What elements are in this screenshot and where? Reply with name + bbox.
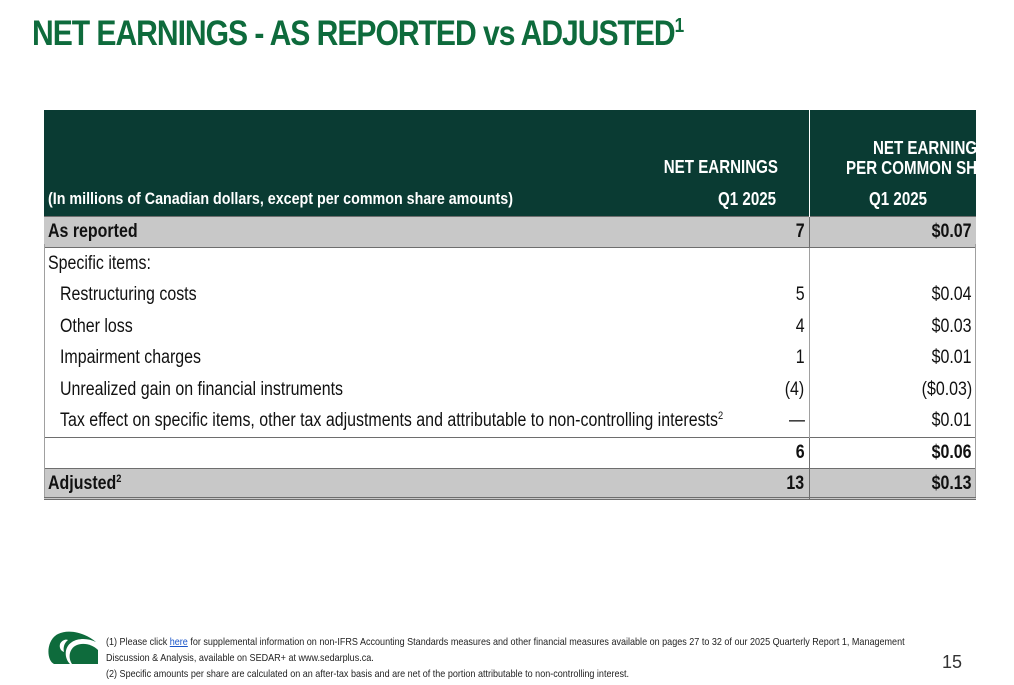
item-label: Unrealized gain on financial instruments xyxy=(60,378,344,400)
col3-period-label: Q1 2025 xyxy=(869,188,928,209)
item-net-earnings-value: 1 xyxy=(795,347,805,369)
adjusted-net-earnings xyxy=(638,469,809,500)
adjusted-per-share-value: $0.13 xyxy=(932,473,972,494)
table-row xyxy=(44,406,976,438)
header-net-earnings-label: NET EARNINGS xyxy=(663,157,779,177)
header-col2-period xyxy=(638,182,809,217)
footnote-1-line-2: Discussion & Analysis, available on SEDAR+ at www.sedarplus.ca. xyxy=(106,652,374,664)
adjusted-label-wrap xyxy=(48,473,121,495)
table-row xyxy=(44,280,976,312)
item-label-with-footnote xyxy=(60,410,723,432)
specific-items-label: Specific items: xyxy=(48,252,151,274)
page-title-text: NET EARNINGS - AS REPORTED vs ADJUSTED xyxy=(32,14,675,53)
table-row xyxy=(44,311,976,343)
units-label: (In millions of Canadian dollars, except per common share amounts) xyxy=(48,189,513,208)
header-per-share-label xyxy=(846,138,1014,178)
item-label-cell xyxy=(44,374,638,406)
header-per-share-line1: NET EARNINGS xyxy=(872,138,987,158)
adjusted-row xyxy=(44,469,976,500)
adjusted-per-share xyxy=(809,469,976,500)
header-col3-period xyxy=(809,182,976,217)
subtotal-net-earnings-value: 6 xyxy=(795,442,805,463)
item-label-cell xyxy=(44,406,724,438)
as-reported-per-share-value: $0.07 xyxy=(932,221,972,242)
subtotal-per-share-value: $0.06 xyxy=(932,442,972,463)
table-border-bottom xyxy=(44,497,976,498)
specific-items-blank-2 xyxy=(809,248,976,280)
header-per-share-line2: PER COMMON SHARE xyxy=(845,158,1009,178)
item-label: Other loss xyxy=(60,315,133,337)
subtotal-per-share xyxy=(809,438,976,469)
item-label: Restructuring costs xyxy=(60,284,197,306)
specific-items-label-cell xyxy=(44,248,638,280)
table-header-row xyxy=(44,110,976,182)
footnote-1-suffix: for supplemental information on non-IFRS Accounting Standards measures and other financial measures available on pages 27 to 32 of our 2025 Quarterly Report 1, Management xyxy=(187,636,905,648)
header-blank-cell xyxy=(44,110,638,182)
item-per-share xyxy=(809,374,976,406)
company-logo-icon xyxy=(44,630,100,666)
as-reported-label-cell xyxy=(44,217,638,248)
item-per-share xyxy=(809,343,976,375)
item-per-share xyxy=(809,280,976,312)
item-label-cell xyxy=(44,311,638,343)
item-net-earnings xyxy=(638,343,809,375)
item-per-share-value: $0.04 xyxy=(932,284,972,306)
footnotes xyxy=(106,634,936,682)
as-reported-row xyxy=(44,217,976,248)
as-reported-label: As reported xyxy=(48,221,138,242)
table-period-row xyxy=(44,182,976,217)
item-net-earnings-value: 5 xyxy=(795,284,805,306)
item-net-earnings-value: 4 xyxy=(795,315,805,337)
table-border-left xyxy=(44,244,45,498)
header-net-earnings xyxy=(638,110,809,182)
item-per-share xyxy=(809,406,976,438)
item-net-earnings xyxy=(638,311,809,343)
title-footnote-marker: 1 xyxy=(674,15,684,37)
item-label: Tax effect on specific items, other tax adjustments and attributable to non-controlling interests xyxy=(60,410,718,432)
item-footnote-marker: 2 xyxy=(717,410,724,423)
adjusted-label-cell xyxy=(44,469,638,500)
subtotal-row xyxy=(44,438,976,469)
table-row xyxy=(44,343,976,375)
item-label-cell xyxy=(44,280,638,312)
footnote-1-line-1 xyxy=(106,634,905,650)
header-row-label xyxy=(44,182,638,217)
item-per-share-value: $0.03 xyxy=(932,315,972,337)
as-reported-net-earnings-value: 7 xyxy=(795,221,805,242)
page-title xyxy=(32,14,683,54)
item-per-share-value: $0.01 xyxy=(932,347,972,369)
item-label-cell xyxy=(44,343,638,375)
item-net-earnings xyxy=(638,374,809,406)
adjusted-net-earnings-value: 13 xyxy=(786,473,805,494)
table-row xyxy=(44,374,976,406)
header-per-share xyxy=(809,110,1014,182)
table-border-right xyxy=(975,244,976,498)
adjusted-footnote-marker: 2 xyxy=(116,473,122,485)
as-reported-per-share xyxy=(809,217,976,248)
footnote-link-here[interactable]: here xyxy=(169,636,188,648)
item-per-share xyxy=(809,311,976,343)
item-label: Impairment charges xyxy=(60,347,202,369)
col2-period-label: Q1 2025 xyxy=(718,188,777,209)
subtotal-label-cell xyxy=(44,438,638,469)
page-number: 15 xyxy=(942,652,963,672)
footnote-2: (2) Specific amounts per share are calculated on an after-tax basis and are net of the portion attributable to non-controlling interest. xyxy=(106,668,630,680)
specific-items-row xyxy=(44,248,976,280)
adjusted-label: Adjusted xyxy=(48,473,117,494)
item-per-share-value: $0.01 xyxy=(932,410,972,432)
subtotal-net-earnings xyxy=(638,438,809,469)
footnote-1-prefix: (1) Please click xyxy=(106,636,170,648)
as-reported-net-earnings xyxy=(638,217,809,248)
specific-items-blank xyxy=(638,248,809,280)
item-net-earnings-value: — xyxy=(788,410,805,432)
item-net-earnings xyxy=(638,280,809,312)
item-net-earnings-value: (4) xyxy=(784,378,805,400)
header-per-share-footnote: 2 xyxy=(1008,158,1014,170)
net-earnings-table xyxy=(44,110,1014,500)
item-per-share-value: ($0.03) xyxy=(921,378,972,400)
